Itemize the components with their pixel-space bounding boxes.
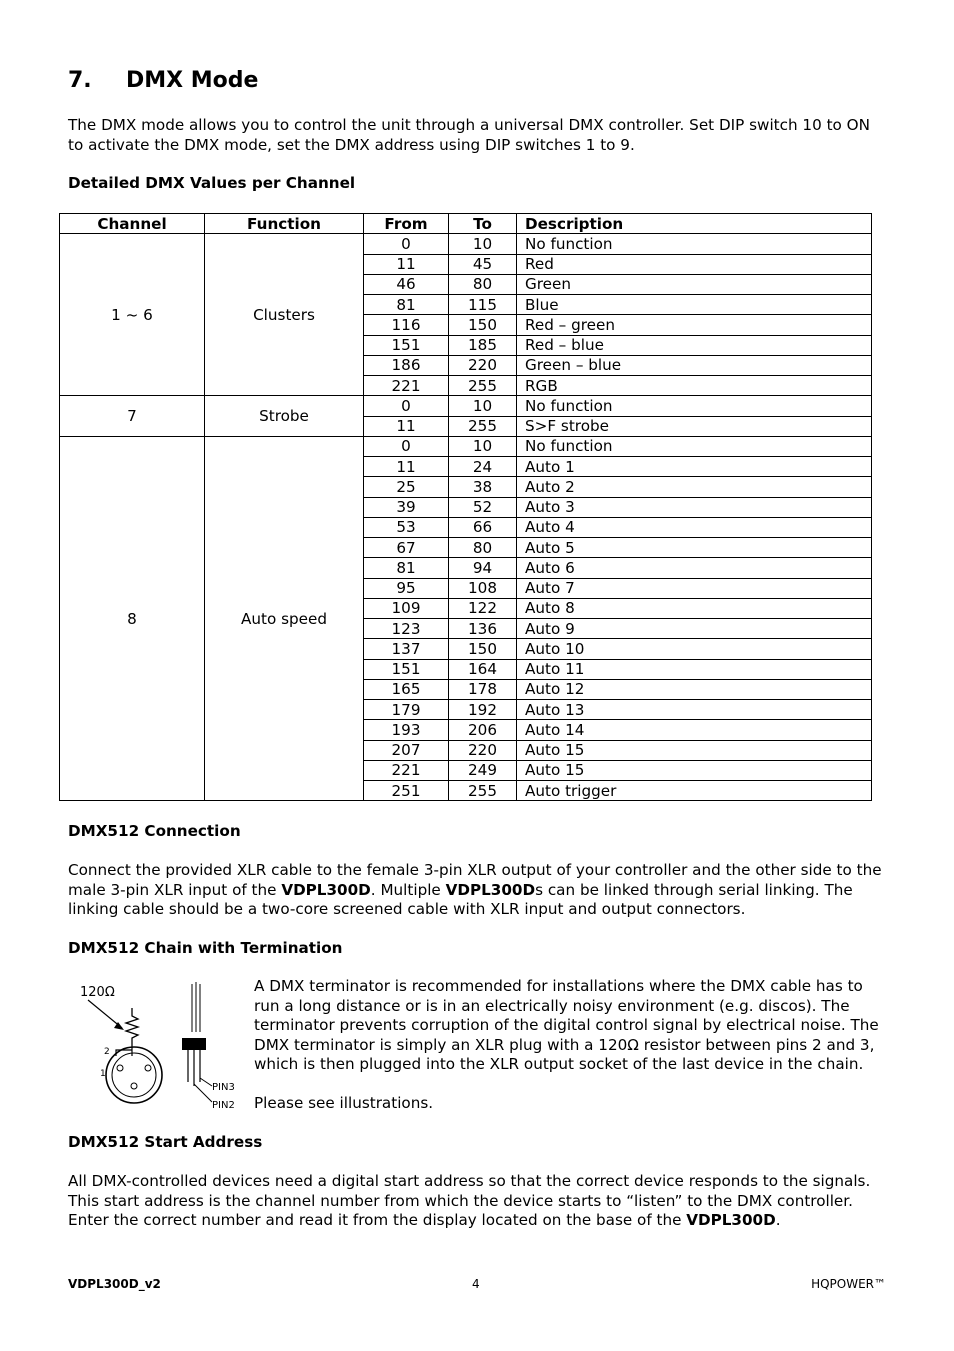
start-address-text-1: All DMX-controlled devices need a digital start address so that the correct device responds to the signals. This start address is the channel number from which the device starts to “listen” to the DMX controller. Enter the correct number and read it from the display located on the base of the bbox=[68, 1172, 871, 1230]
pin-leader-lines bbox=[194, 1078, 212, 1102]
cell-to: 192 bbox=[449, 700, 517, 720]
cell-from: 137 bbox=[364, 639, 449, 659]
cell-description: Auto 11 bbox=[517, 659, 872, 679]
header-channel: Channel bbox=[60, 214, 205, 234]
dmx-values-table bbox=[59, 213, 872, 801]
table-title: Detailed DMX Values per Channel bbox=[68, 174, 356, 192]
page-title bbox=[68, 68, 258, 93]
cell-description: Blue bbox=[517, 295, 872, 315]
pin-1-number: 1 bbox=[100, 1069, 106, 1079]
footer-page-number: 4 bbox=[472, 1277, 480, 1291]
table-header-row bbox=[60, 214, 872, 234]
cell-description: Auto 5 bbox=[517, 538, 872, 558]
cell-description: Red bbox=[517, 254, 872, 274]
cell-description: Auto 12 bbox=[517, 679, 872, 699]
cell-from: 151 bbox=[364, 659, 449, 679]
start-address-heading: DMX512 Start Address bbox=[68, 1133, 263, 1151]
cell-to: 24 bbox=[449, 457, 517, 477]
cell-to: 10 bbox=[449, 234, 517, 254]
cell-from: 221 bbox=[364, 376, 449, 396]
cell-function: Clusters bbox=[205, 234, 364, 396]
termination-note: Please see illustrations. bbox=[254, 1094, 434, 1112]
section-number: 7. bbox=[68, 68, 92, 93]
cell-to: 94 bbox=[449, 558, 517, 578]
cell-description: Auto 15 bbox=[517, 740, 872, 760]
cell-from: 53 bbox=[364, 517, 449, 537]
product-name: VDPL300D bbox=[281, 880, 371, 899]
cell-description: No function bbox=[517, 234, 872, 254]
connection-text-1: Connect the provided XLR cable to the female 3-pin XLR output of your controller and the other side to the male 3-pin XLR input of the bbox=[68, 861, 882, 899]
cell-description: S>F strobe bbox=[517, 416, 872, 436]
footer-brand: HQPOWER™ bbox=[811, 1277, 886, 1291]
pin-leads bbox=[188, 1050, 200, 1086]
cell-description: Auto 14 bbox=[517, 720, 872, 740]
cell-description: Auto 6 bbox=[517, 558, 872, 578]
cell-description: Red – green bbox=[517, 315, 872, 335]
cell-from: 151 bbox=[364, 335, 449, 355]
pin-1 bbox=[131, 1083, 137, 1089]
cell-to: 52 bbox=[449, 497, 517, 517]
header-description: Description bbox=[517, 214, 872, 234]
cell-to: 255 bbox=[449, 376, 517, 396]
cell-description: Auto 4 bbox=[517, 517, 872, 537]
product-name: VDPL300D bbox=[445, 880, 536, 899]
cell-to: 249 bbox=[449, 760, 517, 780]
cell-from: 123 bbox=[364, 619, 449, 639]
cell-description: RGB bbox=[517, 376, 872, 396]
cell-from: 46 bbox=[364, 274, 449, 294]
cell-to: 178 bbox=[449, 679, 517, 699]
cell-to: 122 bbox=[449, 598, 517, 618]
pin2-label: PIN2 bbox=[212, 1100, 235, 1111]
cell-from: 109 bbox=[364, 598, 449, 618]
cell-to: 150 bbox=[449, 315, 517, 335]
cell-description: Auto 13 bbox=[517, 700, 872, 720]
resistor-zigzag bbox=[126, 1008, 138, 1048]
pin-2-number: 2 bbox=[104, 1047, 110, 1057]
termination-heading: DMX512 Chain with Termination bbox=[68, 939, 343, 957]
header-from: From bbox=[364, 214, 449, 234]
footer-model: VDPL300D_v2 bbox=[68, 1277, 161, 1291]
cell-to: 255 bbox=[449, 781, 517, 801]
cell-to: 38 bbox=[449, 477, 517, 497]
cell-to: 10 bbox=[449, 396, 517, 416]
pin3-label: PIN3 bbox=[212, 1082, 235, 1093]
cell-from: 221 bbox=[364, 760, 449, 780]
cell-from: 25 bbox=[364, 477, 449, 497]
cell-description: No function bbox=[517, 436, 872, 456]
pin-3 bbox=[145, 1065, 151, 1071]
cell-channel: 8 bbox=[60, 436, 205, 801]
cell-description: Auto 8 bbox=[517, 598, 872, 618]
cell-from: 0 bbox=[364, 234, 449, 254]
header-to: To bbox=[449, 214, 517, 234]
product-name: VDPL300D bbox=[686, 1211, 776, 1230]
cell-to: 255 bbox=[449, 416, 517, 436]
cell-description: Auto 3 bbox=[517, 497, 872, 517]
cell-to: 66 bbox=[449, 517, 517, 537]
cell-to: 206 bbox=[449, 720, 517, 740]
connection-paragraph bbox=[68, 861, 888, 920]
cell-from: 81 bbox=[364, 558, 449, 578]
cell-description: Auto 1 bbox=[517, 457, 872, 477]
cell-description: Auto trigger bbox=[517, 781, 872, 801]
heatshrink-band bbox=[182, 1038, 206, 1050]
table-row bbox=[60, 234, 872, 254]
cell-to: 10 bbox=[449, 436, 517, 456]
cell-to: 164 bbox=[449, 659, 517, 679]
cell-from: 0 bbox=[364, 436, 449, 456]
cell-from: 95 bbox=[364, 578, 449, 598]
start-address-text-2: . bbox=[775, 1211, 781, 1230]
connection-text-3: s can be linked through serial linking. The linking cable should be a two-core screened cable with XLR input and output connectors. bbox=[68, 880, 853, 919]
cell-from: 179 bbox=[364, 700, 449, 720]
cell-channel: 7 bbox=[60, 396, 205, 437]
cell-description: Auto 15 bbox=[517, 760, 872, 780]
connection-heading: DMX512 Connection bbox=[68, 822, 241, 840]
cell-to: 45 bbox=[449, 254, 517, 274]
xlr-plug-outline bbox=[106, 1047, 162, 1103]
cell-to: 115 bbox=[449, 295, 517, 315]
cell-from: 251 bbox=[364, 781, 449, 801]
cell-from: 193 bbox=[364, 720, 449, 740]
cell-function: Strobe bbox=[205, 396, 364, 437]
cell-from: 0 bbox=[364, 396, 449, 416]
cell-description: Auto 2 bbox=[517, 477, 872, 497]
cell-from: 165 bbox=[364, 679, 449, 699]
cell-from: 67 bbox=[364, 538, 449, 558]
pin-2 bbox=[117, 1065, 123, 1071]
cell-from: 11 bbox=[364, 457, 449, 477]
cell-to: 80 bbox=[449, 274, 517, 294]
intro-paragraph: The DMX mode allows you to control the unit through a universal DMX controller. Set DIP switch 10 to ON to activate the DMX mode, set the DMX address using DIP switches 1 to 9. bbox=[68, 116, 870, 154]
cell-from: 186 bbox=[364, 355, 449, 375]
cell-to: 136 bbox=[449, 619, 517, 639]
cell-from: 116 bbox=[364, 315, 449, 335]
cell-to: 108 bbox=[449, 578, 517, 598]
cell-description: Red – blue bbox=[517, 335, 872, 355]
cell-description: Auto 10 bbox=[517, 639, 872, 659]
cell-to: 150 bbox=[449, 639, 517, 659]
cell-description: Green – blue bbox=[517, 355, 872, 375]
table-row bbox=[60, 396, 872, 416]
cell-to: 220 bbox=[449, 740, 517, 760]
table-row bbox=[60, 436, 872, 456]
start-address-paragraph bbox=[68, 1172, 888, 1231]
cell-to: 80 bbox=[449, 538, 517, 558]
cell-description: No function bbox=[517, 396, 872, 416]
cable-wires bbox=[192, 982, 200, 1032]
cell-to: 185 bbox=[449, 335, 517, 355]
termination-paragraph: A DMX terminator is recommended for installations where the DMX cable has to run a long distance or is in an electrically noisy environment (e.g. discos). The terminator prevents corruption of the digital control signal by electrical noise. The DMX terminator is simply an XLR plug with a 120Ω resistor between pins 2 and 3, which is then plugged into the XLR output socket of the last device in the chain. bbox=[254, 977, 879, 1074]
cell-from: 81 bbox=[364, 295, 449, 315]
cell-from: 11 bbox=[364, 416, 449, 436]
cell-function: Auto speed bbox=[205, 436, 364, 801]
xlr-plug-inner bbox=[112, 1053, 156, 1097]
cell-description: Auto 9 bbox=[517, 619, 872, 639]
connection-text-2: . Multiple bbox=[370, 880, 446, 899]
cell-from: 11 bbox=[364, 254, 449, 274]
cell-description: Auto 7 bbox=[517, 578, 872, 598]
cell-from: 207 bbox=[364, 740, 449, 760]
cell-channel: 1 ~ 6 bbox=[60, 234, 205, 396]
cell-from: 39 bbox=[364, 497, 449, 517]
header-function: Function bbox=[205, 214, 364, 234]
cell-to: 220 bbox=[449, 355, 517, 375]
resistor-label: 120Ω bbox=[80, 985, 115, 1000]
section-title: DMX Mode bbox=[126, 68, 259, 93]
cell-description: Green bbox=[517, 274, 872, 294]
xlr-terminator-illustration bbox=[72, 978, 244, 1112]
